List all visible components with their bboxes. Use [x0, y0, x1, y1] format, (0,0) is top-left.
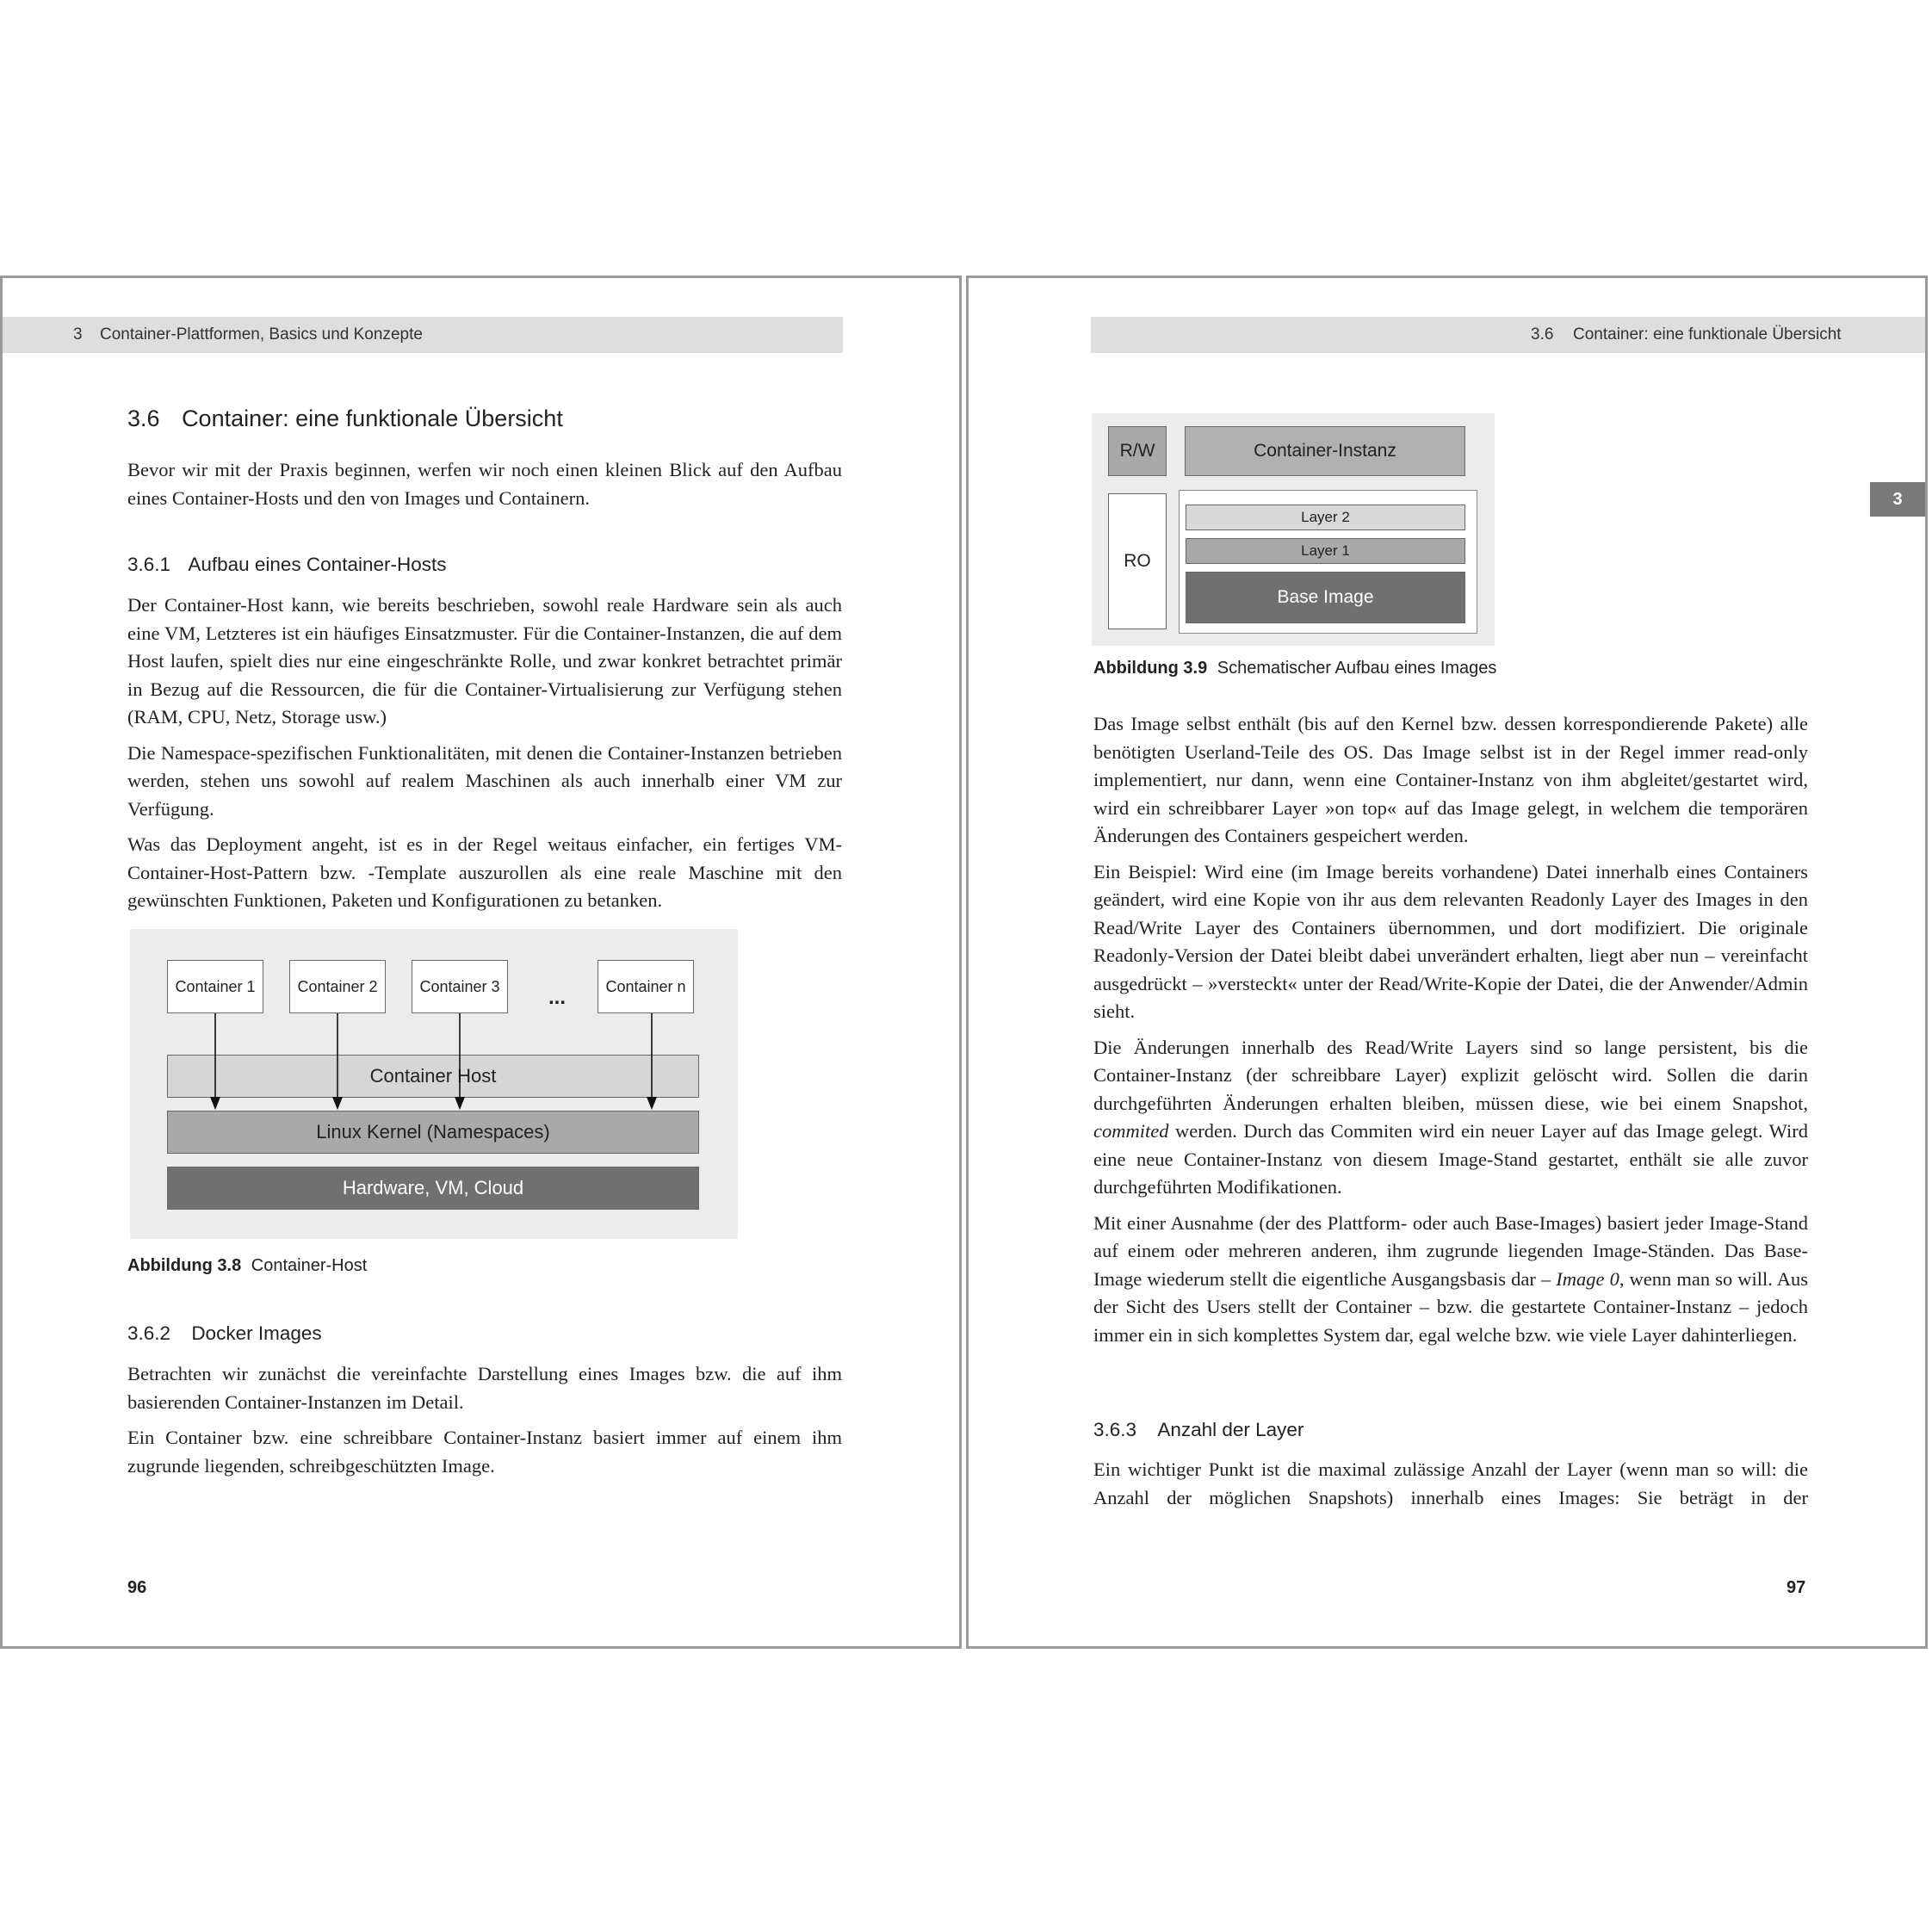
right-page: [966, 276, 1928, 1649]
base-image-box: Base Image: [1186, 572, 1465, 623]
paragraph: [1093, 1034, 1808, 1202]
paragraph: Das Image selbst enthält (bis auf den Kernel bzw. dessen korrespondierende Pakete) alle benötigten Userland-Teile des OS. Das Image selbst ist in der Regel immer read-only implementiert, nur dann, wenn eine Container-Instanz von ihm abgleitet/gestartet wird, wird ein schreibbarer Layer »on top« auf das Image gelegt, in welchem die temporären Änderungen des Containers gespeichert werden.: [1093, 713, 1808, 846]
subsection-title: Anzahl der Layer: [1157, 1419, 1304, 1440]
running-head-section: 3.6: [1531, 325, 1554, 344]
figure-caption: [127, 1256, 367, 1276]
section-heading: [127, 406, 563, 432]
subsection-number: 3.6.3: [1093, 1419, 1137, 1440]
paragraph-part: Mit einer Ausnahme (der des Plattform- oder auch Base-Images) basiert jeder Image-Stand auf einem oder mehreren anderen, ihm zugrunde liegenden Image-Ständen. Das Base-Image wiederum stellt die eigentliche Ausgangsbasis dar –: [1093, 1211, 1808, 1290]
figure-caption: [1093, 659, 1496, 678]
hardware-layer: Hardware, VM, Cloud: [167, 1167, 699, 1210]
running-head-title: Container: eine funktionale Übersicht: [1573, 325, 1842, 344]
container-box: Container 1: [167, 960, 263, 1013]
subsection-title: Docker Images: [191, 1322, 322, 1344]
section-title: Container: eine funktionale Übersicht: [182, 406, 563, 431]
paragraph: Ein Container bzw. eine schreibbare Container-Instanz basiert immer auf einem ihm zugrunde liegenden, schreibgeschützten Image.: [127, 1427, 842, 1477]
container-host-layer: Container Host: [167, 1055, 699, 1098]
figure-image-layers: [1092, 413, 1495, 646]
paragraph: Betrachten wir zunächst die vereinfachte Darstellung eines Images bzw. die auf ihm basierenden Container-Instanzen im Detail.: [127, 1363, 842, 1413]
ellipsis: ...: [548, 986, 567, 1009]
paragraph: Die Namespace-spezifischen Funktionalitäten, mit denen die Container-Instanzen betrieben werden, stehen uns sowohl auf realem Maschinen als auch innerhalb einer VM zur Verfügung.: [127, 741, 842, 820]
layer-1-box: Layer 1: [1186, 538, 1465, 564]
body-block: [127, 1360, 842, 1488]
caption-label: Abbildung 3.8: [127, 1256, 242, 1275]
subsection-heading: [127, 554, 446, 576]
subsection-number: 3.6.2: [127, 1322, 171, 1344]
arrow-head: [647, 1097, 657, 1110]
subsection-heading: [127, 1322, 322, 1345]
page-number: 96: [127, 1578, 147, 1597]
figure-container-host: [130, 929, 738, 1239]
caption-text: Container-Host: [251, 1256, 368, 1275]
container-box: Container n: [598, 960, 694, 1013]
paragraph: Ein wichtiger Punkt ist die maximal zulässige Anzahl der Layer (wenn man so will: die Anzahl der möglichen Snapshots) innerhalb eines Images: Sie beträgt in der: [1093, 1458, 1808, 1508]
paragraph: Ein Beispiel: Wird eine (im Image bereits vorhandene) Datei innerhalb eines Containers geändert, wird eine Kopie von ihr aus dem relevanten Readonly Layer des Images in den Read/Write Layer des Containers übernommen, und dort modifiziert. Die originale Readonly-Version der Datei bleibt dabei unverändert erhalten, liegt aber nun – vereinfacht ausgedrückt – »versteckt« unter der Read/Write-Kopie der Datei, die der Anwender/Admin sieht.: [1093, 860, 1808, 1022]
page-number: 97: [1786, 1578, 1806, 1597]
ro-label-box: RO: [1108, 493, 1167, 629]
arrows: [130, 929, 738, 1239]
rw-label-box: R/W: [1108, 426, 1167, 476]
running-head-chapter: 3: [73, 325, 83, 344]
body-block: [127, 591, 842, 923]
subsection-number: 3.6.1: [127, 554, 171, 575]
paragraph: Was das Deployment angeht, ist es in der Regel weitaus einfacher, ein fertiges VM-Container-Host-Pattern bzw. -Template auszurollen als eine reale Maschine mit den gewünschten Funktionen, Paketen und Konfigurationen zu betanken.: [127, 833, 842, 911]
running-head-title: Container-Plattformen, Basics und Konzepte: [100, 325, 423, 344]
section-number: 3.6: [127, 406, 160, 431]
running-head: [3, 317, 843, 353]
body-block: [1093, 1456, 1808, 1520]
chapter-thumb-tab: 3: [1870, 482, 1925, 517]
container-instance-box: Container-Instanz: [1185, 426, 1465, 476]
intro-paragraph: [127, 456, 842, 520]
running-head: [1091, 317, 1925, 353]
subsection-title: Aufbau eines Container-Hosts: [188, 554, 447, 575]
arrow-head: [332, 1097, 343, 1110]
paragraph: [1093, 1210, 1808, 1350]
caption-text: Schematischer Aufbau eines Images: [1217, 659, 1497, 678]
left-page: [0, 276, 962, 1649]
intro-text: Bevor wir mit der Praxis beginnen, werfen wir noch einen kleinen Blick auf den Aufbau eines Container-Hosts und den von Images und Containern.: [127, 459, 842, 509]
paragraph-part: werden. Durch das Commiten wird ein neuer Layer auf das Image gelegt. Wird eine neue Container-Instanz von diesem Image-Stand gestartet, enthält sie alle zuvor durchgeführten Modifikationen.: [1093, 1120, 1808, 1198]
subsection-heading: [1093, 1419, 1303, 1441]
arrow-head: [210, 1097, 220, 1110]
emphasis: Image 0: [1556, 1267, 1619, 1290]
paragraph: Der Container-Host kann, wie bereits beschrieben, sowohl reale Hardware sein als auch eine VM, Letzteres ist ein häufiges Einsatzmuster. Für die Container-Instanzen, die auf dem Host laufen, spielt dies nur eine eingeschränkte Rolle, und zwar konkret betrachtet primär in Bezug auf die Ressourcen, die für die Container-Virtualisierung zur Verfügung stehen (RAM, CPU, Netz, Storage usw.): [127, 594, 842, 728]
container-box: Container 3: [412, 960, 508, 1013]
layer-2-box: Layer 2: [1186, 505, 1465, 530]
paragraph-part: Die Änderungen innerhalb des Read/Write Layers sind so lange persistent, bis die Container-Instanz (der schreibbare Layer) explizit gelöscht wird. Sollen die darin durchgeführten Änderungen erhalten bleiben, müssen diese, wie bei einem Snapshot,: [1093, 1036, 1808, 1114]
arrow-head: [455, 1097, 465, 1110]
paragraph-part: , wenn man so will. Aus der Sicht des Users stellt der Container – bzw. die gestartete Container-Instanz – jedoch immer ein in sich komplettes System dar, egal welche bzw. wie viele Layer dahinterliegen.: [1093, 1267, 1809, 1346]
emphasis: commited: [1093, 1120, 1169, 1142]
container-box: Container 2: [289, 960, 386, 1013]
linux-kernel-layer: Linux Kernel (Namespaces): [167, 1111, 699, 1154]
body-block: [1093, 710, 1808, 1357]
caption-label: Abbildung 3.9: [1093, 659, 1208, 678]
